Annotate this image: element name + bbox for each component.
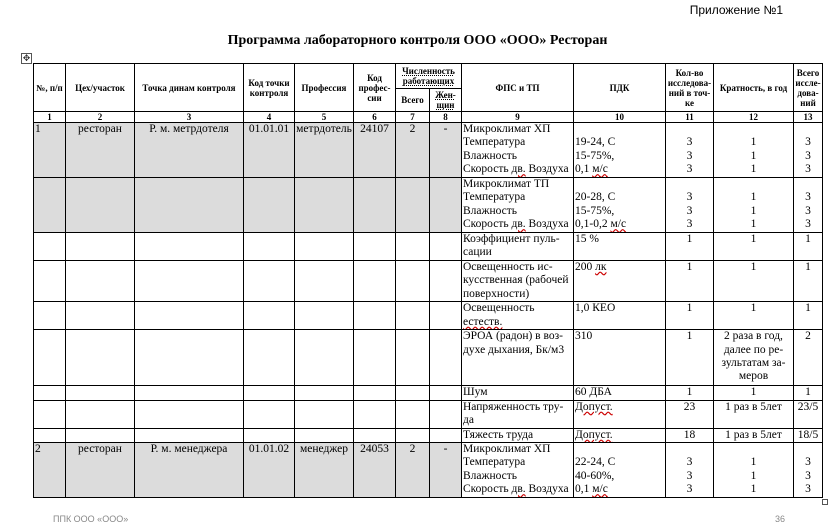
cell-code: 01.01.01 [244,123,295,178]
cell-profession: метрдотель [295,123,354,178]
cell-pdk: 1,0 КЕО [574,302,666,330]
table-row [34,330,823,386]
pdk-line: 15-75%, [575,204,615,217]
cell-pdk: 22-24, С 40-60%, 0,1 м/с [574,443,666,498]
cell-point: Р. м. метрдотеля [135,123,244,178]
cell-frequency: 1 раз в 5лет [714,428,794,442]
cell-total: 1 [794,386,823,400]
factor-line: Скорость дв. Воздуха [463,163,569,176]
table-row [34,233,823,261]
header-factors: ФПС и ТП [462,64,574,112]
cell-total: 1 [794,302,823,330]
cell-factor: ЭРОА (радон) в воз- духе дыхания, Бк/м3 [462,330,574,386]
cell-count: 1 [666,233,714,261]
cell-count: 18 [666,428,714,442]
col-number: 6 [354,112,396,123]
header-workers: Численность работающих [396,64,462,89]
col-number: 13 [794,112,823,123]
factor-line: Влажность [463,204,518,217]
header-workers-women: Жен-щин [430,89,462,112]
table-row [34,400,823,428]
cell-factor: Шум [462,386,574,400]
cell-count: 3 3 3 [666,123,714,178]
cell-num: 1 [34,123,66,178]
cell-factor [462,178,574,233]
cell-num: 2 [34,443,66,498]
cell-count: 23 [666,400,714,428]
pdk-line: 15-75%, [575,149,615,162]
footer-left: ППК ООО «ООО» [53,514,129,524]
factor-line: Микроклимат ХП [463,123,551,135]
cell-shop: ресторан [66,123,135,178]
cell-factor: Коэффициент пуль- сации [462,233,574,261]
cell-factor: Напряженность тру- да [462,400,574,428]
appendix-label: Приложение №1 [689,3,783,17]
cell-total: 3 3 3 [794,178,823,233]
lab-control-table [33,63,823,498]
cell-pdk: 310 [574,330,666,386]
col-number: 8 [430,112,462,123]
cell-frequency: 1 1 1 [714,123,794,178]
cell-factor: Освещенность ис- кусственная (рабочей поверхности) [462,261,574,302]
cell-profession: менеджер [295,443,354,498]
header-code: Код точки контроля [244,64,295,112]
factor-line: Температура [463,191,526,204]
header-num: №, п/п [34,64,66,112]
header-workers-total: Всего [396,89,430,112]
col-number: 5 [295,112,354,123]
cell-count: 1 [666,386,714,400]
cell-pdk: 15 % [574,233,666,261]
cell-pdk: 60 ДБА [574,386,666,400]
factor-line: Температура [463,136,526,149]
cell-total: 1 [794,233,823,261]
pdk-line: 0,1-0,2 м/с [575,218,627,231]
table-row [34,386,823,400]
cell-factor: Тяжесть труда [462,428,574,442]
pdk-line: 19-24, С [575,136,616,149]
cell-total: 2 [794,330,823,386]
cell-total: 1 [794,261,823,302]
cell-frequency: 1 [714,386,794,400]
col-number: 10 [574,112,666,123]
cell-frequency: 1 1 1 [714,443,794,498]
cell-frequency: 1 раз в 5лет [714,400,794,428]
cell-total: 23/5 [794,400,823,428]
cell-total: 18/5 [794,428,823,442]
header-frequency: Кратность, в год [714,64,794,112]
cell-total: 3 3 3 [794,443,823,498]
header-profession: Профессия [295,64,354,112]
column-number-row [34,112,823,123]
table-row [34,428,823,442]
cell-prof-code: 24107 [354,123,396,178]
header-total: Всего иссле-дова-ний [794,64,823,112]
page-title: Программа лабораторного контроля ООО «ООО» Ресторан [227,33,608,48]
header-row [34,64,823,89]
header-point: Точка динам контроля [135,64,244,112]
cell-pdk: Допуст. [574,428,666,442]
col-number: 4 [244,112,295,123]
factor-line: Микроклимат ТП [463,178,550,190]
cell-shop: ресторан [66,443,135,498]
cell-frequency: 1 1 1 [714,178,794,233]
cell-pdk: Допуст. [574,400,666,428]
cell-factor [462,123,574,178]
cell-workers-total: 2 [396,123,430,178]
cell-factor: Микроклимат ХП Температура Влажность Скорость дв. Воздуха [462,443,574,498]
cell-frequency: 1 [714,233,794,261]
table-row [34,443,823,498]
cell-count: 1 [666,261,714,302]
cell-total: 3 3 3 [794,123,823,178]
cell-pdk [574,123,666,178]
cell-workers-total: 2 [396,443,430,498]
table-move-handle-icon[interactable]: ✥ [22,54,31,64]
col-number: 3 [135,112,244,123]
cell-pdk [574,178,666,233]
cell-point: Р. м. менеджера [135,443,244,498]
cell-factor: Освещенность естеств. [462,302,574,330]
col-number: 2 [66,112,135,123]
col-number: 1 [34,112,66,123]
header-pdk: ПДК [574,64,666,112]
cell-pdk: 200 лк [574,261,666,302]
cell-count: 3 3 3 [666,178,714,233]
cell-workers-women: - [430,443,462,498]
col-number: 12 [714,112,794,123]
col-number: 7 [396,112,430,123]
table-row [34,302,823,330]
cell-frequency: 1 [714,302,794,330]
factor-line: Скорость дв. Воздуха [463,218,569,231]
cell-prof-code: 24053 [354,443,396,498]
cell-count: 1 [666,330,714,386]
cell-workers-women: - [430,123,462,178]
pdk-line: 0,1 м/с [575,163,608,176]
col-number: 9 [462,112,574,123]
table-row [34,123,823,178]
cell-count: 3 3 3 [666,443,714,498]
cell-frequency: 2 раза в год, далее по ре- зультатам за- меров [714,330,794,386]
table-row [34,178,823,233]
cell-frequency: 1 [714,261,794,302]
table-resize-handle-icon[interactable] [822,499,828,505]
col-number: 11 [666,112,714,123]
page-number: 36 [775,514,786,524]
factor-line: Влажность [463,149,518,162]
table-row [34,261,823,302]
header-shop: Цех/участок [66,64,135,112]
header-count: Кол-во исследова-ний в точ-ке [666,64,714,112]
cell-count: 1 [666,302,714,330]
header-prof-code: Код профес-сии [354,64,396,112]
cell-code: 01.01.02 [244,443,295,498]
pdk-line: 20-28, С [575,191,616,204]
